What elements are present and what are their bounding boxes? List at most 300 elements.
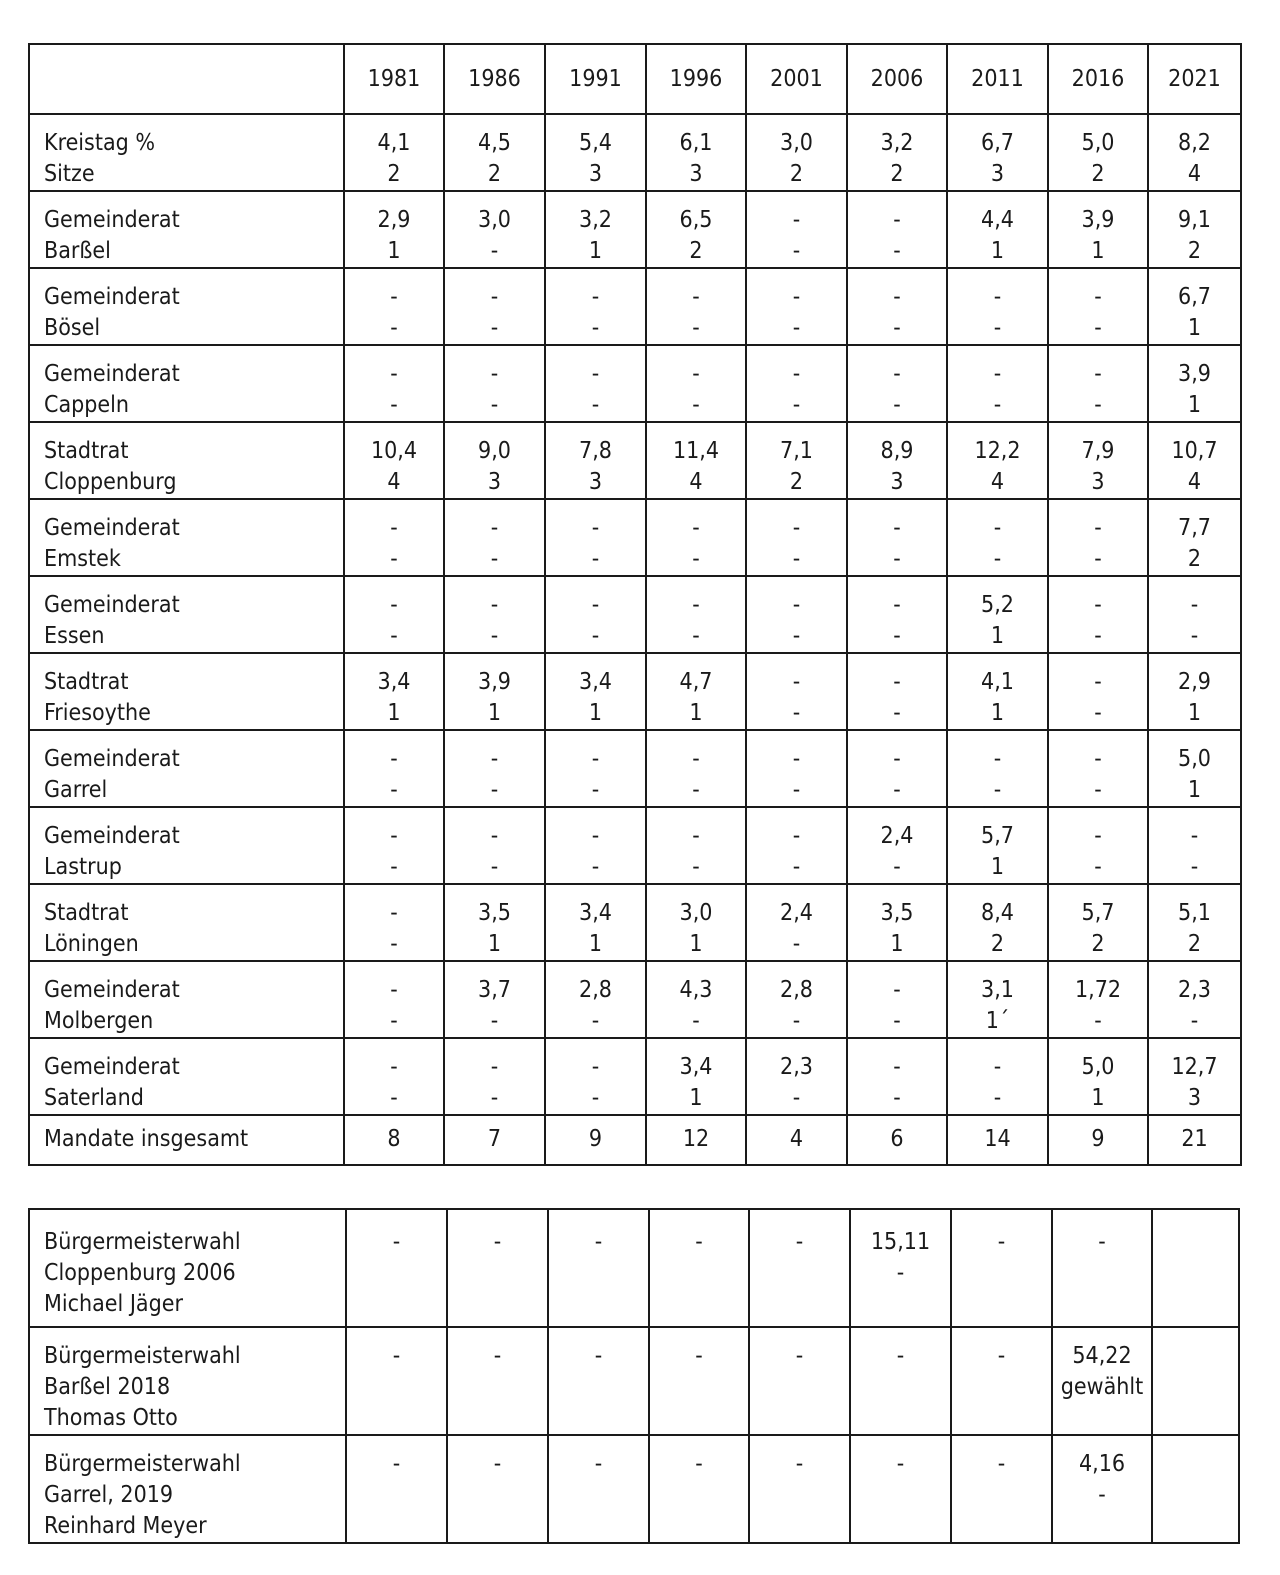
- cell-line: 3,9: [1178, 361, 1211, 387]
- cell-line: -: [591, 392, 600, 418]
- cell-line: -: [490, 823, 499, 849]
- cell-line: 4,16: [1078, 1451, 1126, 1477]
- value-cell: [947, 730, 1048, 807]
- cell-line: 1: [689, 1085, 703, 1111]
- mayor-value-cell: [548, 1435, 649, 1543]
- year-header: 2001: [746, 44, 847, 114]
- value-cell: [344, 576, 444, 653]
- cell-line: 5,0: [1081, 130, 1115, 156]
- mayor-value-cell: [346, 1435, 447, 1543]
- cell-line: -: [993, 746, 1002, 772]
- cell-line: 3,4: [579, 900, 612, 926]
- value-cell: [1048, 807, 1148, 884]
- value-cell: [344, 345, 444, 422]
- cell-line: -: [392, 1451, 401, 1477]
- cell-line: -: [692, 392, 700, 418]
- value-cell: [847, 422, 947, 499]
- value-cell: [746, 1038, 847, 1115]
- value-cell: [947, 422, 1048, 499]
- cell-line: -: [591, 315, 600, 341]
- value-cell: [646, 345, 746, 422]
- cell-line: 3: [990, 161, 1005, 187]
- cell-line: 1: [990, 238, 1005, 264]
- cell-line: 1: [487, 700, 502, 726]
- value-cell: [344, 961, 444, 1038]
- cell-line: Löningen: [44, 931, 139, 957]
- row-label: [29, 576, 344, 653]
- cell-line: -: [792, 823, 801, 849]
- value-cell: [1148, 191, 1241, 268]
- total-cell: 9: [1048, 1115, 1148, 1165]
- cell-line: Gemeinderat: [44, 592, 180, 618]
- cell-line: -: [792, 315, 801, 341]
- cell-line: Bürgermeisterwahl: [44, 1229, 241, 1255]
- value-cell: [646, 730, 746, 807]
- cell-line: -: [390, 900, 398, 926]
- cell-line: 6,7: [1178, 284, 1211, 310]
- cell-line: -: [490, 623, 499, 649]
- cell-line: -: [390, 777, 398, 803]
- value-cell: [545, 576, 646, 653]
- cell-line: 2: [1091, 161, 1105, 187]
- cell-line: 6,5: [679, 207, 713, 233]
- cell-line: -: [893, 977, 901, 1003]
- cell-line: 2,9: [1178, 669, 1211, 695]
- cell-line: -: [1094, 284, 1102, 310]
- cell-line: 3,9: [478, 669, 511, 695]
- row-label: [29, 268, 344, 345]
- cell-line: 2: [1187, 546, 1202, 572]
- total-cell: 4: [746, 1115, 847, 1165]
- cell-line: -: [792, 669, 801, 695]
- table-row: [29, 730, 1241, 807]
- value-cell: [646, 807, 746, 884]
- cell-line: -: [993, 315, 1002, 341]
- header-corner-cell: [29, 44, 344, 114]
- value-cell: [344, 114, 444, 191]
- cell-line: 4,3: [679, 977, 713, 1003]
- cell-line: Kreistag %: [44, 130, 155, 156]
- cell-line: -: [692, 515, 700, 541]
- value-cell: [444, 884, 545, 961]
- cell-line: -: [993, 546, 1002, 572]
- cell-line: Bürgermeisterwahl: [44, 1343, 241, 1369]
- cell-line: 2: [487, 161, 502, 187]
- mayor-row-label: [29, 1327, 346, 1435]
- cell-line: Molbergen: [44, 1008, 154, 1034]
- value-cell: [947, 345, 1048, 422]
- cell-line: 6,1: [679, 130, 713, 156]
- cell-line: 1: [1091, 238, 1105, 264]
- mayor-row: [29, 1327, 1239, 1435]
- year-header: 2006: [847, 44, 947, 114]
- value-cell: [1048, 653, 1148, 730]
- mayor-value-cell: [1152, 1327, 1239, 1435]
- value-cell: [746, 807, 847, 884]
- cell-line: 3,4: [579, 669, 612, 695]
- cell-line: -: [390, 592, 398, 618]
- cell-line: 1: [689, 700, 703, 726]
- cell-line: 1: [990, 854, 1005, 880]
- cell-line: -: [896, 1260, 905, 1286]
- cell-line: 11,4: [672, 438, 720, 464]
- cell-line: Stadtrat: [44, 438, 129, 464]
- cell-line: 1: [588, 238, 603, 264]
- cell-line: Stadtrat: [44, 900, 129, 926]
- mayor-value-cell: [749, 1327, 850, 1435]
- value-cell: [947, 191, 1048, 268]
- cell-line: 5,4: [579, 130, 612, 156]
- cell-line: 3,4: [679, 1054, 713, 1080]
- value-cell: [444, 114, 545, 191]
- cell-line: 2: [1187, 931, 1202, 957]
- cell-line: -: [792, 746, 801, 772]
- row-label: [29, 653, 344, 730]
- cell-line: -: [1094, 746, 1102, 772]
- cell-line: -: [993, 284, 1002, 310]
- cell-line: -: [390, 931, 398, 957]
- value-cell: [444, 961, 545, 1038]
- cell-line: 2: [1091, 931, 1105, 957]
- cell-line: 9,1: [1178, 207, 1211, 233]
- mayor-value-cell: [1052, 1209, 1152, 1327]
- cell-line: -: [390, 361, 398, 387]
- value-cell: [444, 730, 545, 807]
- total-cell: 8: [344, 1115, 444, 1165]
- cell-line: -: [795, 1343, 804, 1369]
- value-cell: [344, 1038, 444, 1115]
- cell-line: -: [1190, 592, 1199, 618]
- value-cell: [545, 730, 646, 807]
- cell-line: 2,3: [780, 1054, 813, 1080]
- cell-line: -: [490, 854, 499, 880]
- cell-line: -: [896, 1451, 905, 1477]
- mayor-value-cell: [346, 1209, 447, 1327]
- cell-line: -: [1190, 854, 1199, 880]
- total-cell: 21: [1148, 1115, 1241, 1165]
- value-cell: [1048, 191, 1148, 268]
- cell-line: -: [997, 1451, 1006, 1477]
- value-cell: [746, 884, 847, 961]
- cell-line: -: [591, 823, 600, 849]
- mayor-value-cell: [649, 1435, 749, 1543]
- row-label: [29, 884, 344, 961]
- cell-line: -: [792, 546, 801, 572]
- value-cell: [746, 114, 847, 191]
- value-cell: [947, 884, 1048, 961]
- cell-line: -: [893, 515, 901, 541]
- value-cell: [545, 499, 646, 576]
- value-cell: [847, 884, 947, 961]
- cell-line: 5,7: [1081, 900, 1115, 926]
- cell-line: -: [392, 1343, 401, 1369]
- value-cell: [746, 961, 847, 1038]
- value-cell: [344, 422, 444, 499]
- cell-line: 4: [990, 469, 1005, 495]
- value-cell: [947, 499, 1048, 576]
- cell-line: -: [792, 854, 801, 880]
- cell-line: -: [1094, 361, 1102, 387]
- value-cell: [444, 653, 545, 730]
- cell-line: -: [1094, 515, 1102, 541]
- cell-line: -: [692, 592, 700, 618]
- cell-line: -: [390, 1054, 398, 1080]
- cell-line: 3: [588, 469, 603, 495]
- cell-line: -: [490, 1008, 499, 1034]
- mayor-row: [29, 1209, 1239, 1327]
- cell-line: -: [795, 1229, 804, 1255]
- value-cell: [646, 1038, 746, 1115]
- value-cell: [444, 576, 545, 653]
- table-row: [29, 114, 1241, 191]
- value-cell: [847, 191, 947, 268]
- cell-line: -: [795, 1451, 804, 1477]
- cell-line: -: [893, 361, 901, 387]
- cell-line: -: [692, 1008, 700, 1034]
- cell-line: 2: [789, 469, 804, 495]
- cell-line: -: [893, 207, 901, 233]
- cell-line: 8,2: [1178, 130, 1211, 156]
- value-cell: [1148, 807, 1241, 884]
- value-cell: [1148, 884, 1241, 961]
- cell-line: 4,5: [478, 130, 511, 156]
- cell-line: 1: [990, 700, 1005, 726]
- value-cell: [1048, 114, 1148, 191]
- year-header: 2016: [1048, 44, 1148, 114]
- value-cell: [947, 268, 1048, 345]
- table-row: [29, 884, 1241, 961]
- cell-line: Thomas Otto: [44, 1405, 178, 1431]
- cell-line: -: [490, 238, 499, 264]
- cell-line: 3,7: [478, 977, 511, 1003]
- cell-line: 1: [1187, 777, 1202, 803]
- total-cell: 9: [545, 1115, 646, 1165]
- cell-line: -: [792, 392, 801, 418]
- cell-line: -: [594, 1343, 603, 1369]
- value-cell: [545, 114, 646, 191]
- cell-line: 2: [689, 238, 703, 264]
- row-label: [29, 422, 344, 499]
- cell-line: -: [591, 1054, 600, 1080]
- value-cell: [746, 499, 847, 576]
- cell-line: -: [390, 1085, 398, 1111]
- cell-line: Garrel, 2019: [44, 1482, 174, 1508]
- table-row: [29, 345, 1241, 422]
- value-cell: [344, 653, 444, 730]
- value-cell: [1048, 576, 1148, 653]
- cell-line: 5,1: [1178, 900, 1211, 926]
- cell-line: -: [591, 746, 600, 772]
- value-cell: [646, 422, 746, 499]
- cell-line: Michael Jäger: [44, 1291, 183, 1317]
- cell-line: -: [390, 284, 398, 310]
- cell-line: 10,7: [1171, 438, 1218, 464]
- total-label: Mandate insgesamt: [29, 1115, 344, 1165]
- value-cell: [646, 499, 746, 576]
- cell-line: 1: [1187, 315, 1202, 341]
- cell-line: -: [993, 1085, 1002, 1111]
- cell-line: Friesoythe: [44, 700, 151, 726]
- cell-line: -: [594, 1229, 603, 1255]
- mayor-row: [29, 1435, 1239, 1543]
- value-cell: [545, 653, 646, 730]
- table-row: [29, 961, 1241, 1038]
- value-cell: [746, 191, 847, 268]
- value-cell: [646, 268, 746, 345]
- election-results-table: [28, 43, 1242, 1166]
- cell-line: -: [591, 1085, 600, 1111]
- cell-line: 4: [689, 469, 703, 495]
- cell-line: -: [493, 1343, 502, 1369]
- value-cell: [344, 884, 444, 961]
- cell-line: 1: [588, 700, 603, 726]
- cell-line: Gemeinderat: [44, 1054, 180, 1080]
- cell-line: -: [390, 854, 398, 880]
- cell-line: -: [792, 361, 801, 387]
- cell-line: -: [390, 392, 398, 418]
- cell-line: -: [490, 592, 499, 618]
- cell-line: -: [792, 777, 801, 803]
- cell-line: -: [893, 315, 901, 341]
- row-label: [29, 191, 344, 268]
- cell-line: -: [1094, 315, 1102, 341]
- value-cell: [1148, 422, 1241, 499]
- cell-line: -: [993, 361, 1002, 387]
- cell-line: -: [792, 1085, 801, 1111]
- cell-line: -: [1094, 623, 1102, 649]
- cell-line: 5,0: [1178, 746, 1211, 772]
- cell-line: -: [893, 746, 901, 772]
- cell-line: -: [1190, 1008, 1199, 1034]
- cell-line: -: [893, 854, 901, 880]
- cell-line: -: [692, 315, 700, 341]
- cell-line: -: [490, 515, 499, 541]
- year-header: 1996: [646, 44, 746, 114]
- cell-line: 4,7: [679, 669, 713, 695]
- value-cell: [545, 1038, 646, 1115]
- value-cell: [545, 422, 646, 499]
- header-row: [29, 44, 1241, 114]
- cell-line: 2,4: [880, 823, 914, 849]
- table-row: [29, 576, 1241, 653]
- cell-line: -: [1094, 854, 1102, 880]
- value-cell: [444, 191, 545, 268]
- value-cell: [545, 961, 646, 1038]
- value-cell: [947, 576, 1048, 653]
- value-cell: [545, 268, 646, 345]
- mayor-value-cell: [850, 1209, 951, 1327]
- cell-line: 3,1: [981, 977, 1014, 1003]
- cell-line: 3,4: [377, 669, 411, 695]
- cell-line: 5,0: [1081, 1054, 1115, 1080]
- value-cell: [947, 114, 1048, 191]
- cell-line: 4: [1187, 469, 1202, 495]
- cell-line: -: [695, 1229, 703, 1255]
- cell-line: 1: [387, 700, 401, 726]
- cell-line: Cappeln: [44, 392, 130, 418]
- cell-line: -: [993, 777, 1002, 803]
- cell-line: -: [390, 515, 398, 541]
- mayor-value-cell: [447, 1327, 548, 1435]
- value-cell: [1048, 730, 1148, 807]
- cell-line: -: [792, 1008, 801, 1034]
- cell-line: -: [390, 1008, 398, 1034]
- cell-line: 3,2: [880, 130, 914, 156]
- value-cell: [1048, 1038, 1148, 1115]
- mayor-value-cell: [649, 1209, 749, 1327]
- value-cell: [947, 807, 1048, 884]
- cell-line: Cloppenburg 2006: [44, 1260, 236, 1286]
- value-cell: [344, 730, 444, 807]
- table-row: [29, 499, 1241, 576]
- value-cell: [1148, 653, 1241, 730]
- cell-line: 1: [387, 238, 401, 264]
- value-cell: [646, 961, 746, 1038]
- value-cell: [1148, 499, 1241, 576]
- year-header: 1986: [444, 44, 545, 114]
- cell-line: -: [490, 361, 499, 387]
- value-cell: [847, 345, 947, 422]
- value-cell: [1048, 961, 1148, 1038]
- value-cell: [444, 345, 545, 422]
- cell-line: Gemeinderat: [44, 823, 180, 849]
- cell-line: -: [1094, 700, 1102, 726]
- cell-line: 1: [487, 931, 502, 957]
- cell-line: -: [792, 515, 801, 541]
- cell-line: -: [893, 777, 901, 803]
- value-cell: [1048, 884, 1148, 961]
- cell-line: -: [792, 238, 801, 264]
- row-label: [29, 1038, 344, 1115]
- cell-line: 3: [1187, 1085, 1202, 1111]
- value-cell: [947, 961, 1048, 1038]
- cell-line: 4,1: [377, 130, 411, 156]
- cell-line: -: [893, 592, 901, 618]
- value-cell: [344, 807, 444, 884]
- cell-line: -: [591, 361, 600, 387]
- cell-line: -: [692, 284, 700, 310]
- cell-line: 1,72: [1074, 977, 1122, 1003]
- cell-line: -: [792, 700, 801, 726]
- value-cell: [847, 499, 947, 576]
- cell-line: 9,0: [478, 438, 511, 464]
- cell-line: gewählt: [1060, 1374, 1144, 1400]
- cell-line: -: [1094, 823, 1102, 849]
- row-label: [29, 345, 344, 422]
- cell-line: -: [390, 315, 398, 341]
- cell-line: -: [490, 315, 499, 341]
- cell-line: -: [1190, 623, 1199, 649]
- value-cell: [1048, 268, 1148, 345]
- cell-line: 1: [990, 623, 1005, 649]
- cell-line: 7,7: [1178, 515, 1211, 541]
- cell-line: Garrel: [44, 777, 108, 803]
- mayor-value-cell: [447, 1435, 548, 1543]
- cell-line: 5,2: [981, 592, 1014, 618]
- cell-line: 3,0: [478, 207, 511, 233]
- cell-line: 2: [890, 161, 904, 187]
- cell-line: -: [792, 931, 801, 957]
- cell-line: -: [493, 1451, 502, 1477]
- value-cell: [847, 576, 947, 653]
- cell-line: -: [893, 1054, 901, 1080]
- year-header: 2021: [1148, 44, 1241, 114]
- cell-line: 1: [890, 931, 904, 957]
- cell-line: -: [390, 823, 398, 849]
- cell-line: Sitze: [44, 161, 95, 187]
- year-header: 1981: [344, 44, 444, 114]
- cell-line: -: [490, 777, 499, 803]
